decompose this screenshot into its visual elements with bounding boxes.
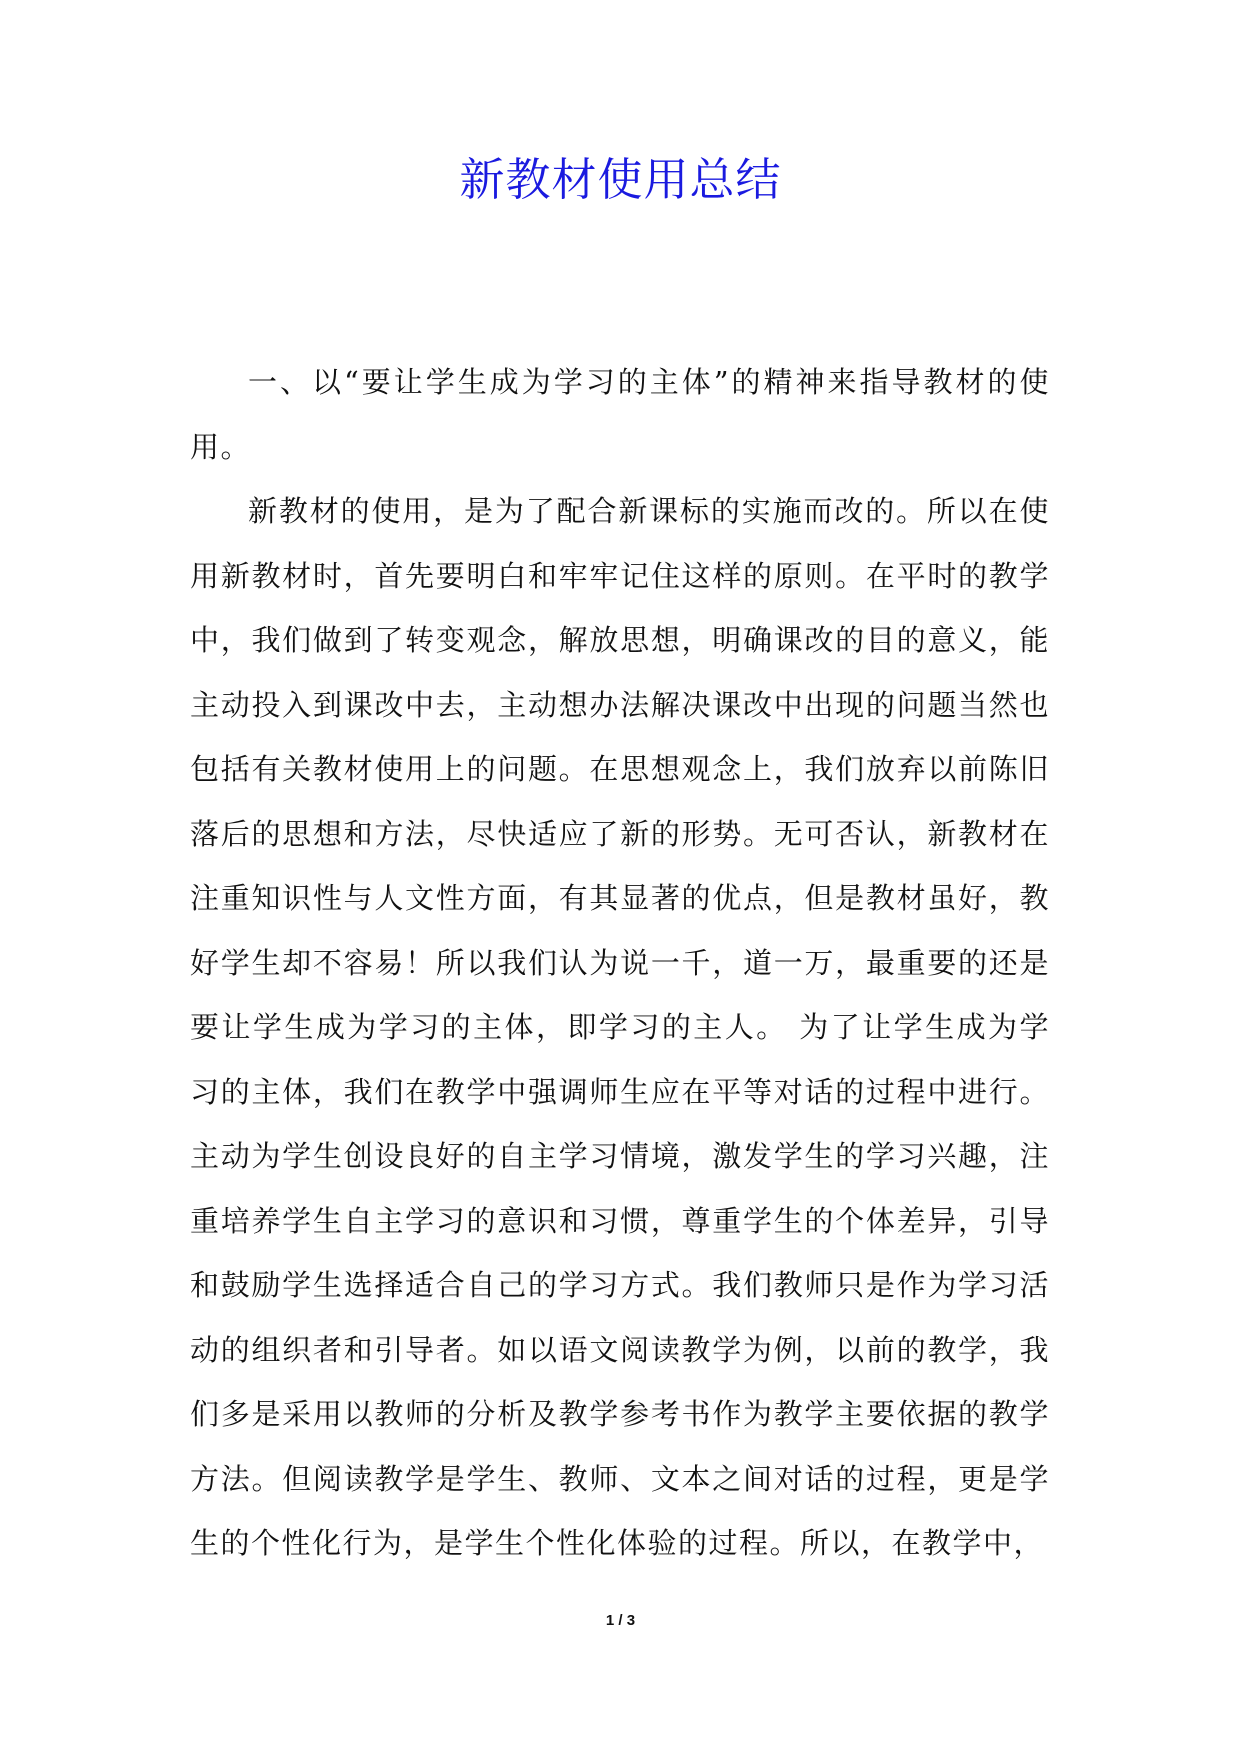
body-paragraph: 新教材的使用，是为了配合新课标的实施而改的。所以在使用新教材时，首先要明白和牢牢记住这样的原则。在平时的教学中，我们做到了转变观念，解放思想，明确课改的目的意义，能主动投入到课改中去，主动想办法解决课改中出现的问题当然也包括有关教材使用上的问题。在思想观念上，我们放弃以前陈旧落后的思想和方法，尽快适应了新的形势。无可否认，新教材在注重知识性与人文性方面，有其显著的优点，但是教材虽好，教好学生却不容易！所以我们认为说一千，道一万，最重要的还是要让学生成为学习的主体，即学习的主人。 为了让学生成为学习的主体，我们在教学中强调师生应在平等对话的过程中进行。主动为学生创设良好的自主学习情境，激发学生的学习兴趣，注重培养学生自主学习的意识和习惯，尊重学生的个体差异，引导和鼓励学生选择适合自己的学习方式。我们教师只是作为学习活动的组织者和引导者。如以语文阅读教学为例，以前的教学，我们多是采用以教师的分析及教学参考书作为教学主要依据的教学方法。但阅读教学是学生、教师、文本之间对话的过程，更是学生的个性化行为，是学生个性化体验的过程。所以，在教学中，: [190, 494, 1050, 1560]
page-number: 1 / 3: [605, 1612, 636, 1629]
document-body: [190, 350, 1050, 1576]
heading-paragraph: 一、以“要让学生成为学习的主体”的精神来指导教材的使用。: [190, 365, 1050, 464]
document-title: 新教材使用总结: [459, 153, 782, 206]
